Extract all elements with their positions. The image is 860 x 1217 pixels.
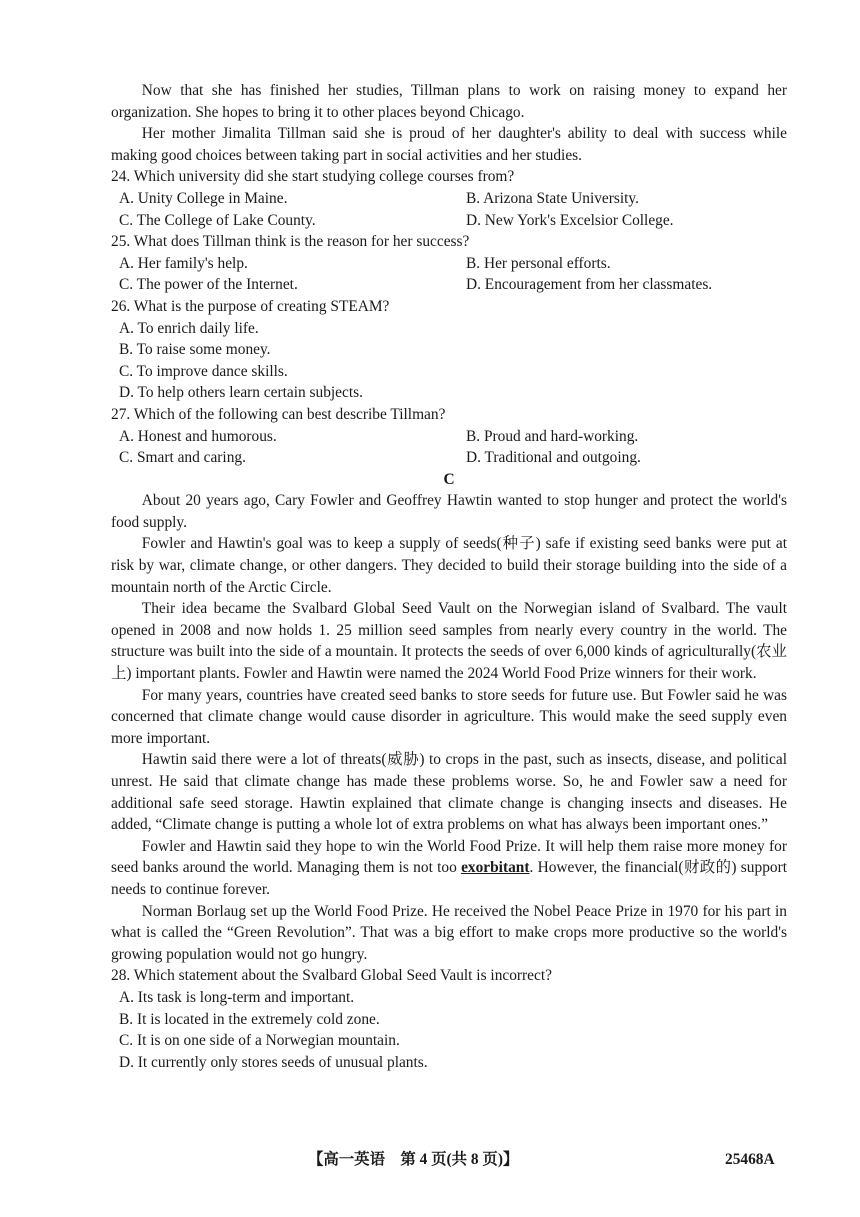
question-24-option-c: C. The College of Lake County.	[119, 211, 316, 229]
question-28-option-d: D. It currently only stores seeds of unusual plants.	[119, 1053, 428, 1071]
section-c-paragraph-5: Hawtin said there were a lot of threats(威胁) to crops in the past, such as insects, disease, and political unrest. He said that climate change has made these problems worse. So, he and Fowler saw a need for additional safe seed storage. Hawtin explained that climate change is changing insects and diseases. He added, “Climate change is putting a whole lot of extra problems on what has always been important ones.”	[111, 751, 787, 834]
question-25-stem: 25. What does Tillman think is the reason for her success?	[111, 233, 470, 251]
question-25-option-d: D. Encouragement from her classmates.	[466, 276, 713, 294]
question-25-option-b: B. Her personal efforts.	[466, 254, 611, 272]
section-c-paragraph-6	[111, 836, 787, 901]
page-footer	[0, 1148, 860, 1172]
paragraph-6-text-before: Fowler and Hawtin said they hope to win the World Food Prize. It will help them raise more money for seed banks around the world. Managing them is not too	[111, 837, 787, 877]
question-26-option-d: D. To help others learn certain subjects.	[119, 384, 363, 402]
footer-page-label: 【高一英语 第 4 页(共 8 页)】	[308, 1151, 519, 1168]
section-c-paragraph-4: For many years, countries have created seed banks to store seeds for future use. But Fowler said he was concerned that climate change would cause disorder in agriculture. This would make the seed supply even more important.	[111, 686, 787, 747]
question-25-option-a: A. Her family's help.	[119, 254, 248, 272]
question-26-stem: 26. What is the purpose of creating STEAM?	[111, 297, 390, 315]
question-27-stem: 27. Which of the following can best describe Tillman?	[111, 405, 446, 423]
footer-exam-code: 25468A	[725, 1151, 775, 1168]
question-24-option-b: B. Arizona State University.	[466, 189, 639, 207]
question-26-option-b: B. To raise some money.	[119, 341, 271, 359]
question-24-option-d: D. New York's Excelsior College.	[466, 211, 674, 229]
section-c-paragraph-7: Norman Borlaug set up the World Food Prize. He received the Nobel Peace Prize in 1970 for his part in what is called the “Green Revolution”. That was a big effort to make crops more productive so the world's growing population would not go hungry.	[111, 902, 787, 963]
question-24-stem: 24. Which university did she start studying college courses from?	[111, 168, 515, 186]
question-26-option-c: C. To improve dance skills.	[119, 362, 288, 380]
section-c-paragraph-3: Their idea became the Svalbard Global Seed Vault on the Norwegian island of Svalbard. The vault opened in 2008 and now holds 1. 25 million seed samples from nearly every country in the world. The structure was built into the side of a mountain. It protects the seeds of over 6,000 kinds of agriculturally(农业上) important plants. Fowler and Hawtin were named the 2024 World Food Prize winners for their work.	[111, 600, 787, 683]
passage-b-paragraph-1: Now that she has finished her studies, Tillman plans to work on raising money to expand her organization. She hopes to bring it to other places beyond Chicago.	[111, 82, 787, 121]
question-25-option-c: C. The power of the Internet.	[119, 276, 298, 294]
section-c-heading: C	[443, 470, 455, 488]
passage-b-paragraph-2: Her mother Jimalita Tillman said she is proud of her daughter's ability to deal with success while making good choices between taking part in social activities and her studies.	[111, 125, 787, 164]
question-24-option-a: A. Unity College in Maine.	[119, 189, 288, 207]
question-28-option-b: B. It is located in the extremely cold zone.	[119, 1010, 380, 1028]
question-28-option-a: A. Its task is long-term and important.	[119, 988, 355, 1006]
question-28-stem: 28. Which statement about the Svalbard Global Seed Vault is incorrect?	[111, 967, 552, 985]
page-content	[111, 80, 787, 1073]
question-27-option-d: D. Traditional and outgoing.	[466, 449, 641, 467]
question-26-options	[111, 318, 787, 404]
question-27-option-a: A. Honest and humorous.	[119, 427, 277, 445]
section-c-paragraph-1: About 20 years ago, Cary Fowler and Geoffrey Hawtin wanted to stop hunger and protect the world's food supply.	[111, 492, 787, 531]
question-24-options	[111, 188, 787, 231]
paragraph-6-text-after: . However, the financial(财政的) support needs to continue forever.	[111, 859, 787, 898]
question-28-option-c: C. It is on one side of a Norwegian mountain.	[119, 1032, 400, 1050]
question-27-options	[111, 426, 787, 469]
question-25-options	[111, 253, 787, 296]
section-c-paragraph-2: Fowler and Hawtin's goal was to keep a supply of seeds(种子) safe if existing seed banks were put at risk by war, climate change, or other dangers. They decided to build their storage building into the side of a mountain north of the Arctic Circle.	[111, 535, 787, 596]
question-27-option-b: B. Proud and hard-working.	[466, 427, 639, 445]
question-27-option-c: C. Smart and caring.	[119, 449, 246, 467]
question-26-option-a: A. To enrich daily life.	[119, 319, 259, 337]
question-28-options	[111, 987, 787, 1073]
underlined-word-exorbitant: exorbitant	[461, 859, 530, 877]
